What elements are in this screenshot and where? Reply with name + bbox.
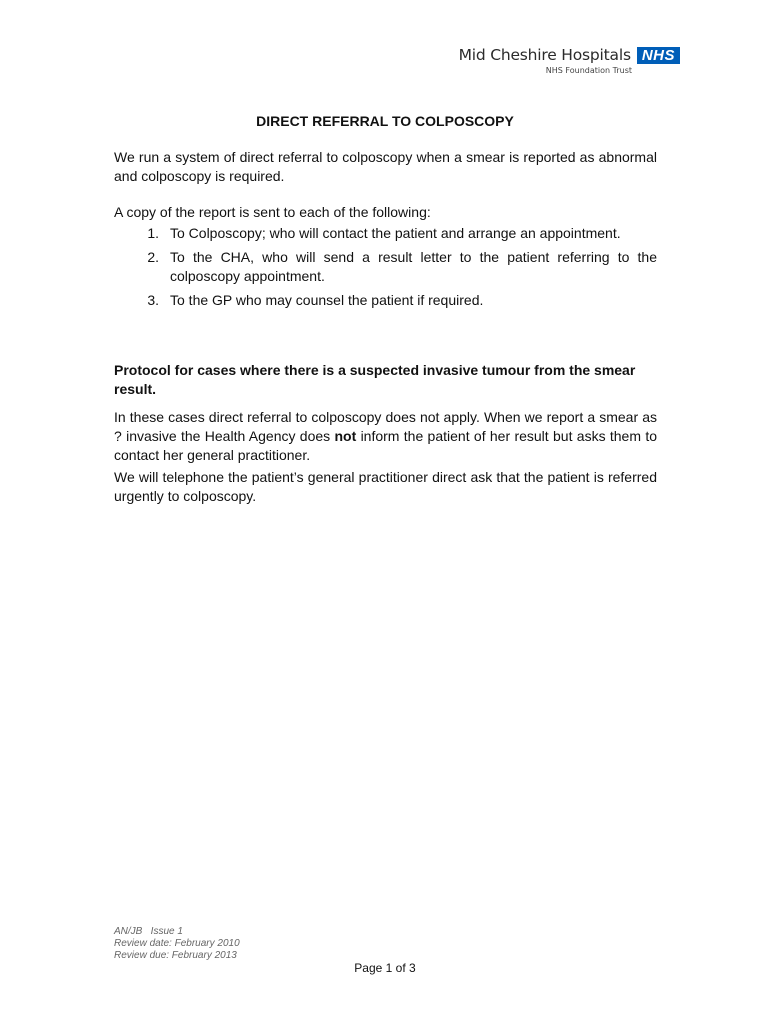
protocol-text-before: In these cases direct referral to colposcopy does not apply. When we report a smear as ? invasive the Health Agency does bbox=[114, 409, 657, 444]
copy-intro-paragraph: A copy of the report is sent to each of the following: bbox=[114, 204, 431, 220]
page-number: Page 1 of 3 bbox=[354, 961, 416, 975]
document-title: DIRECT REFERRAL TO COLPOSCOPY bbox=[256, 113, 514, 129]
review-date-line: Review date: February 2010 bbox=[114, 938, 240, 949]
list-item-text: To the GP who may counsel the patient if required. bbox=[170, 292, 484, 308]
protocol-text-bold: not bbox=[334, 428, 357, 444]
document-meta bbox=[114, 926, 240, 962]
recipients-list bbox=[114, 224, 657, 315]
list-item bbox=[114, 224, 657, 243]
list-item bbox=[114, 248, 657, 286]
list-item-number: 3. bbox=[147, 292, 159, 308]
org-subtitle: NHS Foundation Trust bbox=[545, 66, 632, 75]
list-item-text: To Colposcopy; who will contact the patient and arrange an appointment. bbox=[170, 225, 621, 241]
protocol-paragraph bbox=[114, 408, 657, 465]
org-name: Mid Cheshire Hospitals bbox=[458, 46, 631, 64]
protocol-text-after: inform the patient of her result but asks them to contact her general practitioner. bbox=[114, 428, 657, 463]
issue-line: AN/JB Issue 1 bbox=[114, 926, 183, 937]
list-item bbox=[114, 291, 657, 310]
list-item-text: To the CHA, who will send a result letter to the patient referring to the colposcopy appointment. bbox=[170, 249, 657, 284]
intro-paragraph: We run a system of direct referral to colposcopy when a smear is reported as abnormal and colposcopy is required. bbox=[114, 149, 657, 184]
telephone-paragraph: We will telephone the patient’s general practitioner direct ask that the patient is referred urgently to colposcopy. bbox=[114, 469, 657, 504]
nhs-logo-mark: NHS bbox=[637, 47, 680, 64]
org-logo bbox=[459, 46, 680, 75]
list-item-number: 1. bbox=[147, 225, 159, 241]
protocol-heading: Protocol for cases where there is a suspected invasive tumour from the smear result. bbox=[114, 362, 636, 397]
list-item-number: 2. bbox=[147, 249, 159, 265]
review-due-line: Review due: February 2013 bbox=[114, 950, 237, 961]
